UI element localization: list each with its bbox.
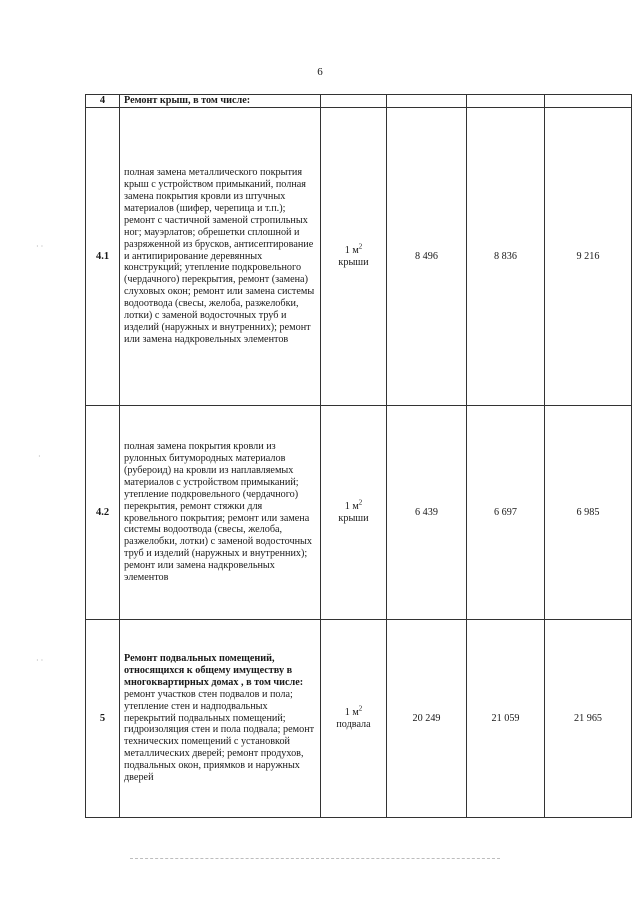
cost-value: 6 697 (467, 406, 545, 620)
row-number: 4.1 (86, 108, 120, 406)
row-number: 5 (86, 620, 120, 818)
unit-cell (321, 95, 387, 108)
row-number: 4.2 (86, 406, 120, 620)
row-number: 4 (86, 95, 120, 108)
cost-value: 8 836 (467, 108, 545, 406)
cost-value: 21 059 (467, 620, 545, 818)
unit-name: крыши (338, 512, 369, 524)
scan-artifact-mark: · · (36, 656, 44, 665)
work-description: ремонт участков стен подвалов и пола; утепление стен и надподвальных перекрытий подвальных помещений; гидроизоляция стен и пола подвала; ремонт технических помещений с установкой металлических дверей; ремонт продухов, подвальных окон, приямков и наружных дверей (124, 688, 315, 784)
unit-value: 1 м (344, 244, 359, 256)
table-row (86, 620, 632, 818)
unit-name: подвала (336, 718, 371, 730)
work-description-cell (120, 620, 321, 818)
cost-value: 21 965 (545, 620, 632, 818)
unit-cell: 1 $м^2$ крыши (321, 406, 387, 620)
table-row (86, 95, 632, 108)
table-row (86, 108, 632, 406)
section-title: Ремонт подвальных помещений, относящихся к общему имуществу в многоквартирных домах , в том числе: (124, 653, 304, 688)
unit-value: 1 м (344, 500, 359, 512)
unit-cell: 1 $м^2$ крыши (321, 108, 387, 406)
cost-cell (387, 95, 467, 108)
table-row (86, 406, 632, 620)
work-description-cell (120, 95, 321, 108)
scan-artifact-mark: · (38, 452, 41, 461)
cost-cell (467, 95, 545, 108)
unit-value: 1 м (344, 706, 359, 718)
section-title: Ремонт крыш, в том числе: (124, 95, 251, 107)
page-number: 6 (317, 66, 323, 78)
rates-table (85, 94, 632, 818)
scan-artifact-line (130, 858, 500, 859)
cost-value: 8 496 (387, 108, 467, 406)
cost-value: 6 439 (387, 406, 467, 620)
cost-value: 20 249 (387, 620, 467, 818)
cost-value: 6 985 (545, 406, 632, 620)
scan-artifact-mark: · · (36, 242, 44, 251)
work-description: полная замена металлического покрытия крыш с устройством примыканий, полная замена покрытия кровли из штучных материалов (шифер, черепица и т.п.); ремонт с частичной заменой стропильных ног; мауэрлатов; обрешетки сплошной и разряженной из брусков, антисептирование и антипирирование деревянных конструкций; утепление подкровельного (чердачного) перекрытия, ремонт (замена) слуховых окон; ремонт или замена системы водоотвода (свесы, желоба, разжелобки, лотки) с заменой водосточных труб и изделий (наружных и внутренних); ремонт или замена надкровельных элементов (120, 108, 321, 406)
unit-cell: 1 $м^2$ подвала (321, 620, 387, 818)
unit-name: крыши (338, 256, 369, 268)
cost-value: 9 216 (545, 108, 632, 406)
cost-cell (545, 95, 632, 108)
work-description: полная замена покрытия кровли из рулонных битумородных материалов (рубероид) на кровли из наплавляемых материалов с устройством примыканий; утепление подкровельного (чердачного) перекрытия, ремонт стяжки для кровельного покрытия; ремонт или замена системы водоотвода (свесы, желоба, разжелобки, лотки) с заменой водосточных труб и изделий (наружных и внутренних); ремонт или замена надкровельных элементов (120, 406, 321, 620)
